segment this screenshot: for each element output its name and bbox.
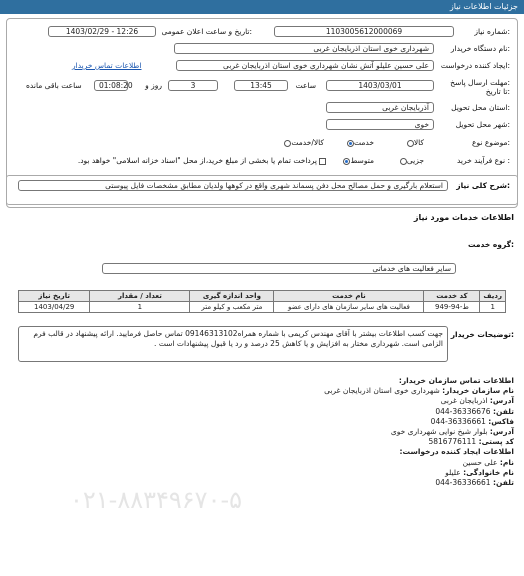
creator-field: علی حسین علیلو آتش نشان شهرداری خوی استان اذربایجان غربی bbox=[176, 60, 434, 71]
col-date: تاریخ نیاز bbox=[19, 291, 90, 302]
service-group-field: سایر فعالیت های خدماتی bbox=[102, 263, 456, 274]
buyer-postal-row: کد پستی: 5816776111 bbox=[428, 437, 514, 447]
deadline-label: مهلت ارسال پاسخ: bbox=[450, 78, 510, 87]
radio-selected-icon[interactable] bbox=[343, 158, 350, 165]
cell-row: 1 bbox=[480, 302, 506, 313]
need-number-field: 1103005612000069 bbox=[274, 26, 454, 37]
page-title: جزئیات اطلاعات نیاز bbox=[449, 2, 518, 11]
creator-contact-title: اطلاعات ایجاد کننده درخواست: bbox=[399, 447, 514, 457]
buyer-contact-title: اطلاعات تماس سازمان خریدار: bbox=[398, 376, 514, 385]
class-option-goods[interactable]: کالا bbox=[405, 138, 424, 147]
table-row bbox=[19, 302, 506, 313]
process-option-minor[interactable]: جزیی bbox=[398, 156, 424, 165]
class-label: موضوع نوع: bbox=[472, 138, 510, 147]
announce-field: 1403/02/29 - 12:26 bbox=[48, 26, 156, 37]
services-title: اطلاعات خدمات مورد نیاز bbox=[413, 213, 514, 222]
days-label: روز و bbox=[145, 81, 162, 90]
contact-section bbox=[214, 376, 514, 488]
radio-icon[interactable] bbox=[400, 158, 407, 165]
col-row: ردیف bbox=[480, 291, 506, 302]
buyer-fax-row: فاکس: 36336661-044 bbox=[430, 416, 514, 426]
days-field: 3 bbox=[168, 80, 218, 91]
radio-icon[interactable] bbox=[284, 140, 291, 147]
radio-icon[interactable] bbox=[407, 140, 414, 147]
buyer-address-row: آدرس: اذربایجان غربی bbox=[440, 396, 514, 406]
deadline-time-label: ساعت bbox=[295, 81, 316, 90]
buyer-field: شهرداری خوی استان اذربایجان غربی bbox=[174, 43, 434, 54]
buyer-contact-link[interactable]: اطلاعات تماس خریدار bbox=[72, 61, 142, 70]
col-code: کد خدمت bbox=[424, 291, 480, 302]
creator-label: ایجاد کننده درخواست: bbox=[440, 61, 510, 70]
col-unit: واحد اندازه گیری bbox=[190, 291, 274, 302]
creator-fname-row: نام: علی حسین bbox=[462, 457, 514, 467]
title-bar bbox=[0, 0, 524, 14]
remaining-field: 01:08:20 bbox=[94, 80, 128, 91]
buyer-address2-row: آدرس: بلوار شیخ نوایی شهرداری خوی bbox=[390, 427, 514, 437]
remaining-label: ساعت باقی مانده bbox=[26, 81, 82, 90]
cell-code: ط-94-949 bbox=[424, 302, 480, 313]
deadline-date-field: 1403/03/01 bbox=[326, 80, 434, 91]
service-group-label: گروه خدمت: bbox=[467, 240, 514, 249]
process-option-medium[interactable]: متوسط bbox=[341, 156, 374, 165]
cell-unit: متر مکعب و کیلو متر bbox=[190, 302, 274, 313]
payment-checkbox-row[interactable]: پرداخت تمام یا بخشی از مبلغ خرید،از محل "اسناد خزانه اسلامی" خواهد بود. bbox=[78, 156, 326, 165]
desc-field: استعلام بارگیری و حمل مصالح محل دفن پسماند شهری واقع در کوهها ولدیان مطابق مشخصات فایل پیوستی bbox=[18, 180, 448, 191]
class-option-both[interactable]: کالا/خدمت bbox=[282, 138, 324, 147]
deadline-date-prefix: تا تاریخ: bbox=[485, 87, 510, 96]
cell-qty: 1 bbox=[90, 302, 190, 313]
table-header-row bbox=[19, 291, 506, 302]
cell-date: 1403/04/29 bbox=[19, 302, 90, 313]
need-number-label: شماره نیاز: bbox=[474, 27, 510, 36]
notes-label: توضیحات خریدار: bbox=[450, 330, 514, 339]
process-label: نوع فرآیند خرید : bbox=[456, 156, 510, 165]
desc-label: شرح کلی نیاز: bbox=[456, 181, 510, 190]
creator-phone-row: تلفن: 36336661-044 bbox=[435, 478, 514, 488]
buyer-org-row: نام سازمان خریدار: شهرداری خوی استان اذربایجان غربی bbox=[324, 386, 514, 396]
radio-selected-icon[interactable] bbox=[347, 140, 354, 147]
notes-box: جهت کسب اطلاعات بیشتر با آقای مهندس کریمی با شماره همراه09146313102 تماس حاصل فرمایید. ارائه پیشنهاد در قالب فرم الزامی است. شهرداری مختار به افزایش و یا کاهش 25 درصد و رد یا قبول پیشنهادات است . bbox=[18, 326, 448, 362]
cell-name: فعالیت های سایر سازمان های دارای عضو bbox=[274, 302, 424, 313]
class-option-service[interactable]: خدمت bbox=[345, 138, 374, 147]
col-qty: تعداد / مقدار bbox=[90, 291, 190, 302]
col-name: نام خدمت bbox=[274, 291, 424, 302]
province-field: آذربایجان غربی bbox=[326, 102, 434, 113]
creator-lname-row: نام خانوادگی: علیلو bbox=[445, 467, 514, 477]
watermark: ۰۲۱-۸۸۳۴۹۶۷۰-۵ bbox=[70, 486, 243, 514]
city-label: شهر محل تحویل: bbox=[455, 120, 510, 129]
services-table bbox=[18, 290, 506, 313]
buyer-label: نام دستگاه خریدار: bbox=[450, 44, 510, 53]
province-label: استان محل تحویل: bbox=[451, 103, 510, 112]
checkbox-icon[interactable] bbox=[319, 158, 326, 165]
city-field: خوی bbox=[326, 119, 434, 130]
deadline-time-field: 13:45 bbox=[234, 80, 288, 91]
announce-label: تاریخ و ساعت اعلان عمومی: bbox=[161, 27, 252, 36]
buyer-phone-row: تلفن: 36336676-044 bbox=[435, 406, 514, 416]
